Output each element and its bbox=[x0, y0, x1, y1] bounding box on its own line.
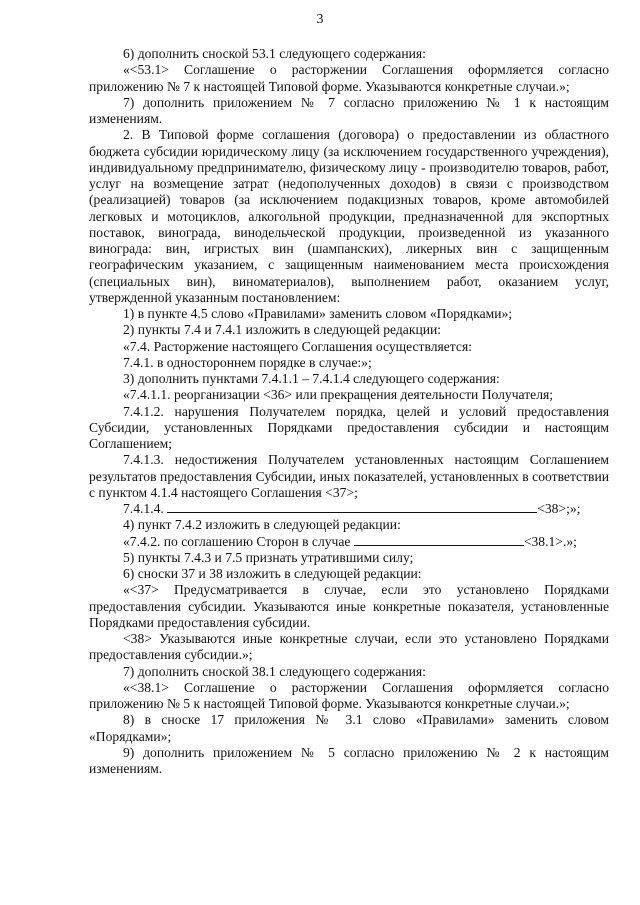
line-7414-prefix: 7.4.1.4. bbox=[123, 501, 164, 516]
paragraph: 7) дополнить приложением № 7 согласно приложению № 1 к настоящим изменениям. bbox=[89, 94, 609, 126]
paragraph: 2) пункты 7.4 и 7.4.1 изложить в следующей редакции: bbox=[123, 322, 442, 338]
paragraph: <38> Указываются иные конкретные случаи, если это установлено Порядками предоставления субсидии.»; bbox=[89, 631, 609, 663]
paragraph: 7.4.1. в одностороннем порядке в случае:»; bbox=[123, 354, 372, 370]
paragraph: 7.4.1.2. нарушения Получателем порядка, целей и условий предоставления Субсидии, установленных Порядками предоставления субсидии и настоящим Соглашением; bbox=[89, 403, 609, 451]
fill-line-742 bbox=[89, 534, 609, 550]
paragraph: 7.4.1.3. недостижения Получателем установленных настоящим Соглашением результатов предоставления Субсидии, иных показателей, установленных в соответствии с пунктом 4.1.4 настоящего Соглашения <37>; bbox=[89, 452, 609, 500]
paragraph: «<53.1> Соглашение о расторжении Соглашения оформляется согласно приложению № 7 к настоящей Типовой форме. Указываются конкретные случаи.»; bbox=[89, 62, 609, 94]
paragraph: 2. В Типовой форме соглашения (договора) о предоставлении из областного бюджета субсидии юридическому лицу (за исключением государственного учреждения), индивидуальному предпринимателю, физическому лицу - производителю товаров, работ, услуг на возмещение затрат (недополученных доходов) в связи с производством (реализацией) товаров (за исключением подакцизных товаров, кроме автомобилей легковых и мотоциклов, алкогольной продукции, предназначенной для экспортных поставок, винограда, винодельческой продукции, произведенной из указанного винограда: вин, игристых вин (шампанских), ликерных вин с защищенным географическим указанием, с защищенным наименованием места происхождения (специальных вин), виноматериалов), выполнением работ, оказанием услуг, утвержденной указанным постановлением: bbox=[89, 127, 609, 305]
paragraph: 8) в сноске 17 приложения № 3.1 слово «Правилами» заменить словом «Порядками»; bbox=[89, 712, 609, 744]
line-742-prefix: «7.4.2. по соглашению Сторон в случае bbox=[123, 533, 351, 549]
paragraph: 5) пункты 7.4.3 и 7.5 признать утратившими силу; bbox=[123, 549, 414, 565]
page-number: 3 bbox=[316, 12, 324, 27]
paragraph: «7.4. Расторжение настоящего Соглашения осуществляется: bbox=[123, 338, 472, 354]
paragraph: «<37> Предусматривается в случае, если это установлено Порядками предоставления субсидии. Указываются иные конкретные показателя, установленные Порядками предоставления субсидии. bbox=[89, 582, 609, 630]
paragraph: 6) дополнить сноской 53.1 следующего содержания: bbox=[123, 46, 426, 61]
document-body bbox=[89, 46, 609, 777]
paragraph: «<38.1> Соглашение о расторжении Соглашения оформляется согласно приложению № 5 к настоящей Типовой форме. Указываются конкретные случаи.»; bbox=[89, 679, 609, 711]
paragraph: 9) дополнить приложением № 5 согласно приложению № 2 к настоящим изменениям. bbox=[89, 744, 609, 776]
paragraph: 1) в пункте 4.5 слово «Правилами» заменить словом «Порядками»; bbox=[123, 306, 513, 321]
line-7414-suffix: <38>;»; bbox=[537, 501, 581, 516]
paragraph: 6) сноски 37 и 38 изложить в следующей редакции: bbox=[123, 566, 422, 581]
fill-line-7414 bbox=[89, 501, 609, 517]
paragraph: 3) дополнить пунктами 7.4.1.1 – 7.4.1.4 следующего содержания: bbox=[123, 371, 500, 386]
line-742-suffix: <38.1>.»; bbox=[523, 533, 577, 549]
paragraph: 4) пункт 7.4.2 изложить в следующей редакции: bbox=[123, 517, 401, 533]
blank-field bbox=[167, 501, 537, 513]
paragraph: 7) дополнить сноской 38.1 следующего содержания: bbox=[123, 663, 426, 679]
blank-field bbox=[354, 534, 524, 546]
paragraph: «7.4.1.1. реорганизации <36> или прекращения деятельности Получателя; bbox=[123, 387, 554, 403]
